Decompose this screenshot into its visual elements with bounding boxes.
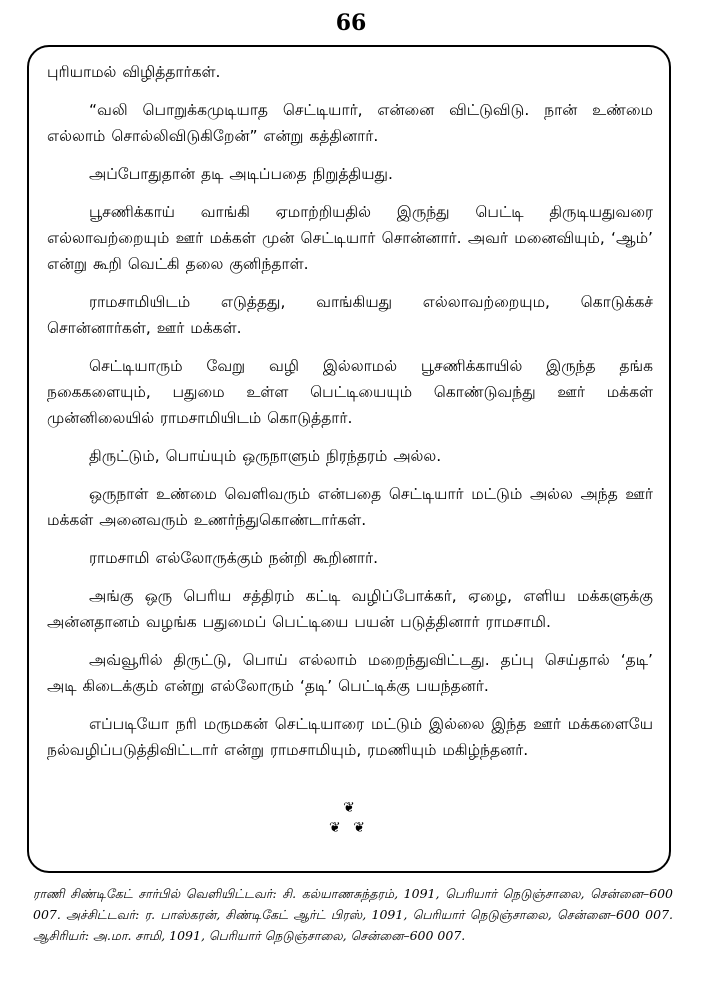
story-paragraph: ஒருநாள் உண்மை வெளிவரும் என்பதை செட்டியார் மட்டும் அல்ல அந்த ஊர் மக்கள் அனைவரும் உணர்ந்துகொண்டார்கள். <box>47 485 653 529</box>
story-paragraph: அப்போதுதான் தடி அடிப்பதை நிறுத்தியது. <box>89 165 393 183</box>
story-paragraph: பூசணிக்காய் வாங்கி ஏமாற்றியதில் இருந்து பெட்டி திருடியதுவரை எல்லாவற்றையும் ஊர் மக்கள் முன் செட்டியார் சொன்னார். அவர் மனைவியும், ‘ஆம்’ என்று கூறி வெட்கி தலை குனிந்தாள். <box>47 203 653 273</box>
publisher-imprint: ராணி சிண்டிகேட் சார்பில் வெளியிட்டவர்: சி. கல்யாணசுந்தரம், 1091, பெரியார் நெடுஞ்சாலை, சென்னை–600 007. அச்சிட்டவர்: ர. பாஸ்கரன், சிண்டிகேட் ஆர்ட் பிரஸ், 1091, பெரியார் நெடுஞ்சாலை, சென்னை–600 007. ஆசிரியர்: அ.மா. சாமி, 1091, பெரியார் நெடுஞ்சாலை, சென்னை–600 007. <box>33 886 673 943</box>
story-text-frame <box>27 45 671 873</box>
story-paragraph: அங்கு ஒரு பெரிய சத்திரம் கட்டி வழிப்போக்கர், ஏழை, எளிய மக்களுக்கு அன்னதானம் வழங்க பதுமைப் பெட்டியை பயன் படுத்தினார் ராமசாமி. <box>47 587 653 631</box>
story-body <box>47 59 653 775</box>
story-paragraph: ராமசாமியிடம் எடுத்தது, வாங்கியது எல்லாவற்றையும, கொடுக்கச் சொன்னார்கள், ஊர் மக்கள். <box>47 293 653 337</box>
story-paragraph: செட்டியாரும் வேறு வழி இல்லாமல் பூசணிக்காயில் இருந்த தங்க நகைகளையும், பதுமை உள்ள பெட்டியையும் கொண்டுவந்து ஊர் மக்கள் முன்னிலையில் ராமசாமியிடம் கொடுத்தார். <box>47 357 653 427</box>
floral-ornament-icon: ❦ <box>343 800 355 816</box>
story-paragraph: எப்படியோ நரி மருமகன் செட்டியாரை மட்டும் இல்லை இந்த ஊர் மக்களையே நல்வழிப்படுத்திவிட்டார் என்று ராமசாமியும், ரமணியும் மகிழ்ந்தனர். <box>47 715 653 759</box>
story-paragraph: ராமசாமி எல்லோருக்கும் நன்றி கூறினார். <box>89 549 379 567</box>
story-paragraph: “வலி பொறுக்கமுடியாத செட்டியார், என்னை விட்டுவிடு. நான் உண்மை எல்லாம் சொல்லிவிடுகிறேன்” என்று கத்தினார். <box>47 101 653 145</box>
floral-ornament-pair-icon: ❦ ❦ <box>329 820 369 836</box>
story-paragraph: அவ்வூரில் திருட்டு, பொய் எல்லாம் மறைந்துவிட்டது. தப்பு செய்தால் ‘தடி’ அடி கிடைக்கும் என்று எல்லோரும் ‘தடி’ பெட்டிக்கு பயந்தனர். <box>47 651 653 695</box>
story-paragraph: திருட்டும், பொய்யும் ஒருநாளும் நிரந்தரம் அல்ல. <box>89 447 442 465</box>
page-number: 66 <box>335 10 367 36</box>
story-paragraph: புரியாமல் விழித்தார்கள். <box>47 63 221 81</box>
